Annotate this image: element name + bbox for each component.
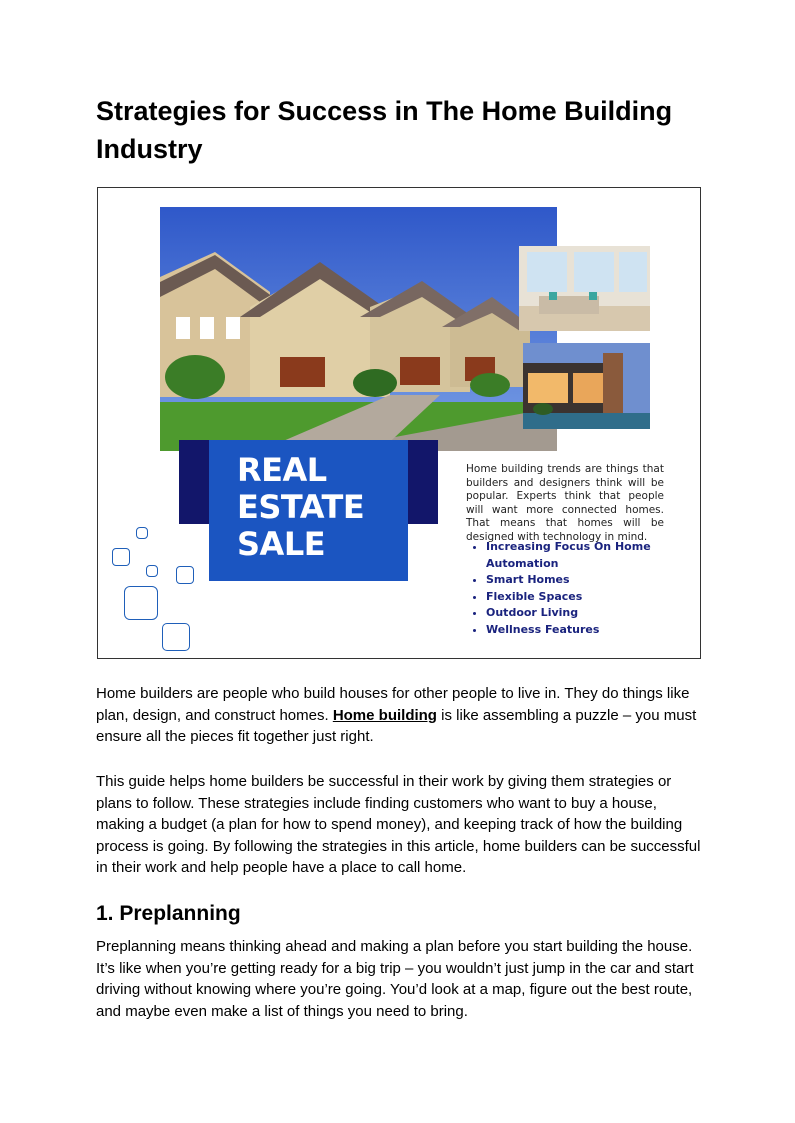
trend-item: • Outdoor Living	[486, 605, 686, 622]
trend-list	[470, 539, 686, 638]
preplanning-paragraph: Preplanning means thinking ahead and making a plan before you start building the house. It’s like when you’re getting ready for a big trip – you wouldn’t just jump in the car and start driving without knowing where you’re going. You’d look at a map, figure out the best route, and maybe even make a list of things you need to bring.	[96, 938, 694, 1020]
ribbon-left	[179, 440, 209, 524]
real-estate-banner	[97, 187, 701, 659]
sale-line-2: ESTATE	[237, 488, 365, 526]
section-heading-preplanning: 1. Preplanning	[96, 902, 241, 925]
guide-paragraph: This guide helps home builders be successful in their work by giving them strategies or plans to follow. These strategies include finding customers who want to buy a house, making a budget (a plan for how to spend money), and keeping track of how the building process is going. By following the strategies in this article, home builders can be successful in their work and help people have a place to call home.	[96, 773, 701, 876]
trend-item: • Wellness Features	[486, 622, 686, 639]
banner-description: Home building trends are things that builders and designers think will be popular. Experts think that people will want more connected homes. That means that homes will be designed with technology in mind.	[466, 463, 664, 543]
decorative-square	[176, 566, 194, 584]
sale-line-3: SALE	[237, 525, 326, 563]
decorative-square	[162, 623, 190, 651]
decorative-square	[124, 586, 158, 620]
modern-home-photo	[523, 343, 650, 429]
ribbon-right	[408, 440, 438, 524]
trend-item: • Smart Homes	[486, 572, 686, 589]
decorative-square	[136, 527, 148, 539]
sale-line-1: REAL	[237, 451, 327, 489]
house-photo	[160, 207, 557, 451]
intro-text-start: Home builders are people who build houses for other people to live in. They do things like plan, design, and construct homes.	[96, 685, 690, 724]
decorative-square	[146, 565, 158, 577]
sale-heading	[237, 452, 364, 563]
intro-text-end: is like assembling a puzzle – you must ensure all the pieces fit together just right.	[96, 706, 697, 745]
trend-item: • Increasing Focus On Home Automation	[486, 539, 686, 572]
real-estate-sale-box	[209, 440, 408, 581]
page-title: Strategies for Success in The Home Building Industry	[96, 96, 673, 164]
intro-paragraph	[96, 683, 706, 748]
interior-photo	[519, 246, 650, 331]
home-building-link[interactable]: Home building	[332, 706, 437, 724]
trend-item: • Flexible Spaces	[486, 589, 686, 606]
decorative-square	[112, 548, 130, 566]
